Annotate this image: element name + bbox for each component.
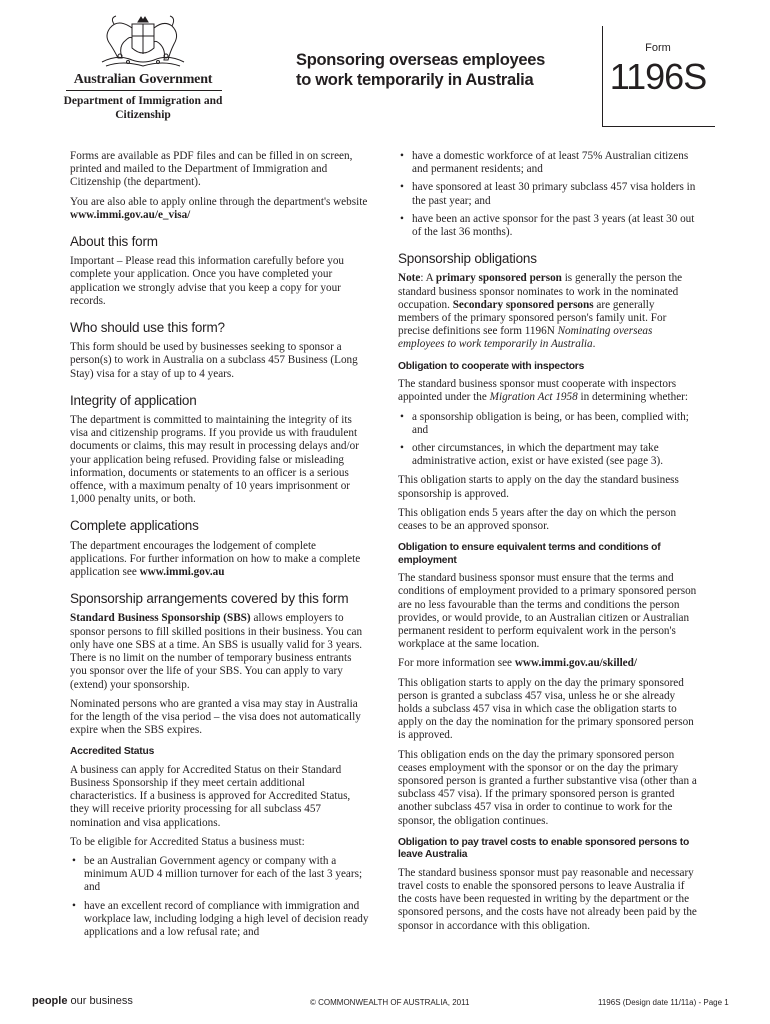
intro-text: Forms are available as PDF files and can be filled in on screen, printed and mailed to the Department of Immigration and Citizenship (the department). — [70, 150, 353, 189]
complete-text-body: The department encourages the lodgement of complete applications. For further information on how to make a complete application see — [70, 539, 361, 579]
list-item: • a sponsorship obligation is being, or has been, complied with; and — [398, 411, 698, 437]
note-primary: primary sponsored person — [435, 272, 562, 285]
cooperate-text — [398, 378, 698, 404]
equivalent-text: The standard business sponsor must ensure that the terms and conditions of employment provided to a primary sponsored person are no less favourable than the terms and conditions the person provides, or would provide, to an Australian citizen or Australian permanent resident to perform equivalent work in the person's workplace at the same location. — [398, 572, 697, 651]
tagline-bold: people — [32, 995, 68, 1007]
eligibility-list — [70, 855, 370, 939]
sbs-rest: allows employers to sponsor persons to fill skilled positions in their business. You can only have one SBS at a time. An SBS is usually valid for 3 years. There is no limit on the number of temporary business entrants you sponsor over the life of your SBS. You can apply to vary (extend) your sponsorship. — [70, 612, 363, 691]
intro-online — [70, 196, 370, 222]
form-number: 1196S — [609, 56, 707, 97]
more-info-text — [398, 657, 698, 670]
nominated-text: Nominated persons who are granted a visa may stay in Australia for the length of the visa period – the visa does not automatically expire when the SBS expires. — [70, 697, 361, 737]
cooperate-a: The standard business sponsor must cooperate with inspectors appointed under the — [398, 378, 677, 404]
tagline-rest: our business — [67, 995, 133, 1007]
heading-accredited: Accredited Status — [70, 746, 155, 758]
heading-equivalent: Obligation to ensure equivalent terms and conditions of employment — [398, 542, 661, 566]
note-b: is generally the person the standard business sponsor nominates to work in the nominated occupation. — [398, 272, 683, 311]
eligible-text: To be eligible for Accredited Status a business must: — [70, 835, 305, 848]
cooperate-list — [398, 411, 698, 469]
immi-link[interactable]: www.immi.gov.au — [139, 566, 225, 579]
list-item: • have sponsored at least 30 primary subclass 457 visa holders in the past year; and — [398, 181, 698, 207]
intro-online-text: You are also able to apply online through the department's website — [70, 195, 368, 208]
heading-complete: Complete applications — [70, 518, 199, 534]
heading-integrity: Integrity of application — [70, 392, 197, 408]
heading-about: About this form — [70, 234, 158, 250]
skilled-link[interactable]: www.immi.gov.au/skilled/ — [514, 657, 637, 670]
more-info-a: For more information see — [398, 657, 515, 670]
cooperate-italic: Migration Act 1958 — [489, 391, 578, 404]
heading-who: Who should use this form? — [70, 320, 225, 336]
right-column — [398, 150, 698, 939]
sbs-text — [70, 612, 370, 691]
note-text — [398, 272, 698, 351]
note-label: Note — [398, 272, 421, 285]
accredited-text: A business can apply for Accredited Status on their Standard Business Sponsorship if they meet certain additional characteristics. If a business is approved for Accredited Status, they will receive priority processing for all subclass 457 nomination and visa applications. — [70, 763, 351, 829]
cooperate-b: in determining whether: — [577, 391, 688, 404]
note-italic: Nominating overseas employees to work temporarily in Australia — [398, 325, 653, 351]
note-d: . — [592, 338, 596, 351]
travel-text: The standard business sponsor must pay reasonable and necessary travel costs to enable the sponsored persons to leave Australia if the costs have been requested in writing by the department or the sponsored persons, and the costs have not already been paid by the sponsor in accordance with this obligation. — [398, 866, 697, 932]
sbs-bold: Standard Business Sponsorship (SBS) — [70, 612, 251, 625]
form-label: Form — [645, 42, 671, 54]
footer-tagline — [32, 995, 133, 1007]
list-item: • be an Australian Government agency or company with a minimum AUD 4 million turnover for each of the last 3 years; and — [70, 855, 370, 895]
equivalent-start: This obligation starts to apply on the day the primary sponsored person is granted a subclass 457 visa, unless he or she already holds a subclass 457 visa in which case the obligation starts to apply on the day the nomination for the primary sponsored person is approved. — [398, 676, 694, 742]
about-text: Important – Please read this information carefully before you complete your application. Once you have completed your application we strongly advise that you keep a copy for your records. — [70, 255, 345, 307]
heading-obligations: Sponsorship obligations — [398, 251, 537, 267]
evisa-link[interactable]: www.immi.gov.au/e_visa/ — [70, 208, 191, 221]
heading-travel: Obligation to pay travel costs to enable sponsored persons to leave Australia — [398, 836, 690, 861]
equivalent-end: This obligation ends on the day the primary sponsored person ceases employment with the sponsor or on the day the primary sponsored person is granted a further substantive visa (other than a subclass 457 visa). If the primary sponsored person is granted another subclass 457 visa in order to continue to work for the sponsor, the obligation continues. — [398, 748, 697, 827]
coat-of-arms-icon — [88, 14, 198, 72]
who-text: This form should be used by businesses seeking to sponsor a person(s) to work in Australia on a subclass 457 Business (Long Stay) visa for a stay of up to 4 years. — [70, 341, 358, 380]
list-item: • have been an active sponsor for the past 3 years (at least 30 out of the last 36 months). — [398, 213, 698, 239]
list-item: • other circumstances, in which the department may take administrative action, exist or have existed (see page 3). — [398, 442, 698, 468]
complete-text — [70, 540, 370, 580]
integrity-text: The department is committed to maintaining the integrity of its visa and citizenship programs. If you provide us with fraudulent documents or claims, this may result in processing delays and/or your application being refused. Providing false or misleading information, documents or statements to an officer is a serious offence, with a maximum penalty of 10 years imprisonment or 1,000 penalty units, or both. — [70, 414, 359, 506]
left-column — [70, 150, 370, 945]
divider — [66, 90, 222, 91]
page-title: Sponsoring overseas employees to work temporarily in Australia — [296, 51, 545, 89]
note-c: are generally members of the primary sponsored person's family unit. For precise definitions see form 1196N — [398, 298, 667, 338]
note-secondary: Secondary sponsored persons — [452, 298, 594, 311]
government-name: Australian Government — [73, 72, 213, 87]
cooperate-end: This obligation ends 5 years after the day on which the person ceases to be an approved sponsor. — [398, 506, 677, 532]
note-a: : A — [420, 272, 436, 285]
footer-copyright: © COMMONWEALTH OF AUSTRALIA, 2011 — [310, 998, 470, 1007]
heading-arrangements: Sponsorship arrangements covered by this form — [70, 591, 349, 607]
list-item: • have a domestic workforce of at least 75% Australian citizens and permanent residents; and — [398, 150, 698, 176]
footer-page: 1196S (Design date 11/11a) - Page 1 — [598, 998, 729, 1007]
eligibility-list-continued — [398, 150, 698, 239]
heading-cooperate: Obligation to cooperate with inspectors — [398, 360, 585, 372]
list-item: • have an excellent record of compliance with immigration and workplace law, including lodging a high level of decision ready applications and a low refusal rate; and — [70, 900, 370, 940]
department-name: Department of Immigration and Citizenship — [63, 95, 223, 121]
cooperate-start: This obligation starts to apply on the day the standard business sponsorship is approved. — [398, 474, 679, 500]
